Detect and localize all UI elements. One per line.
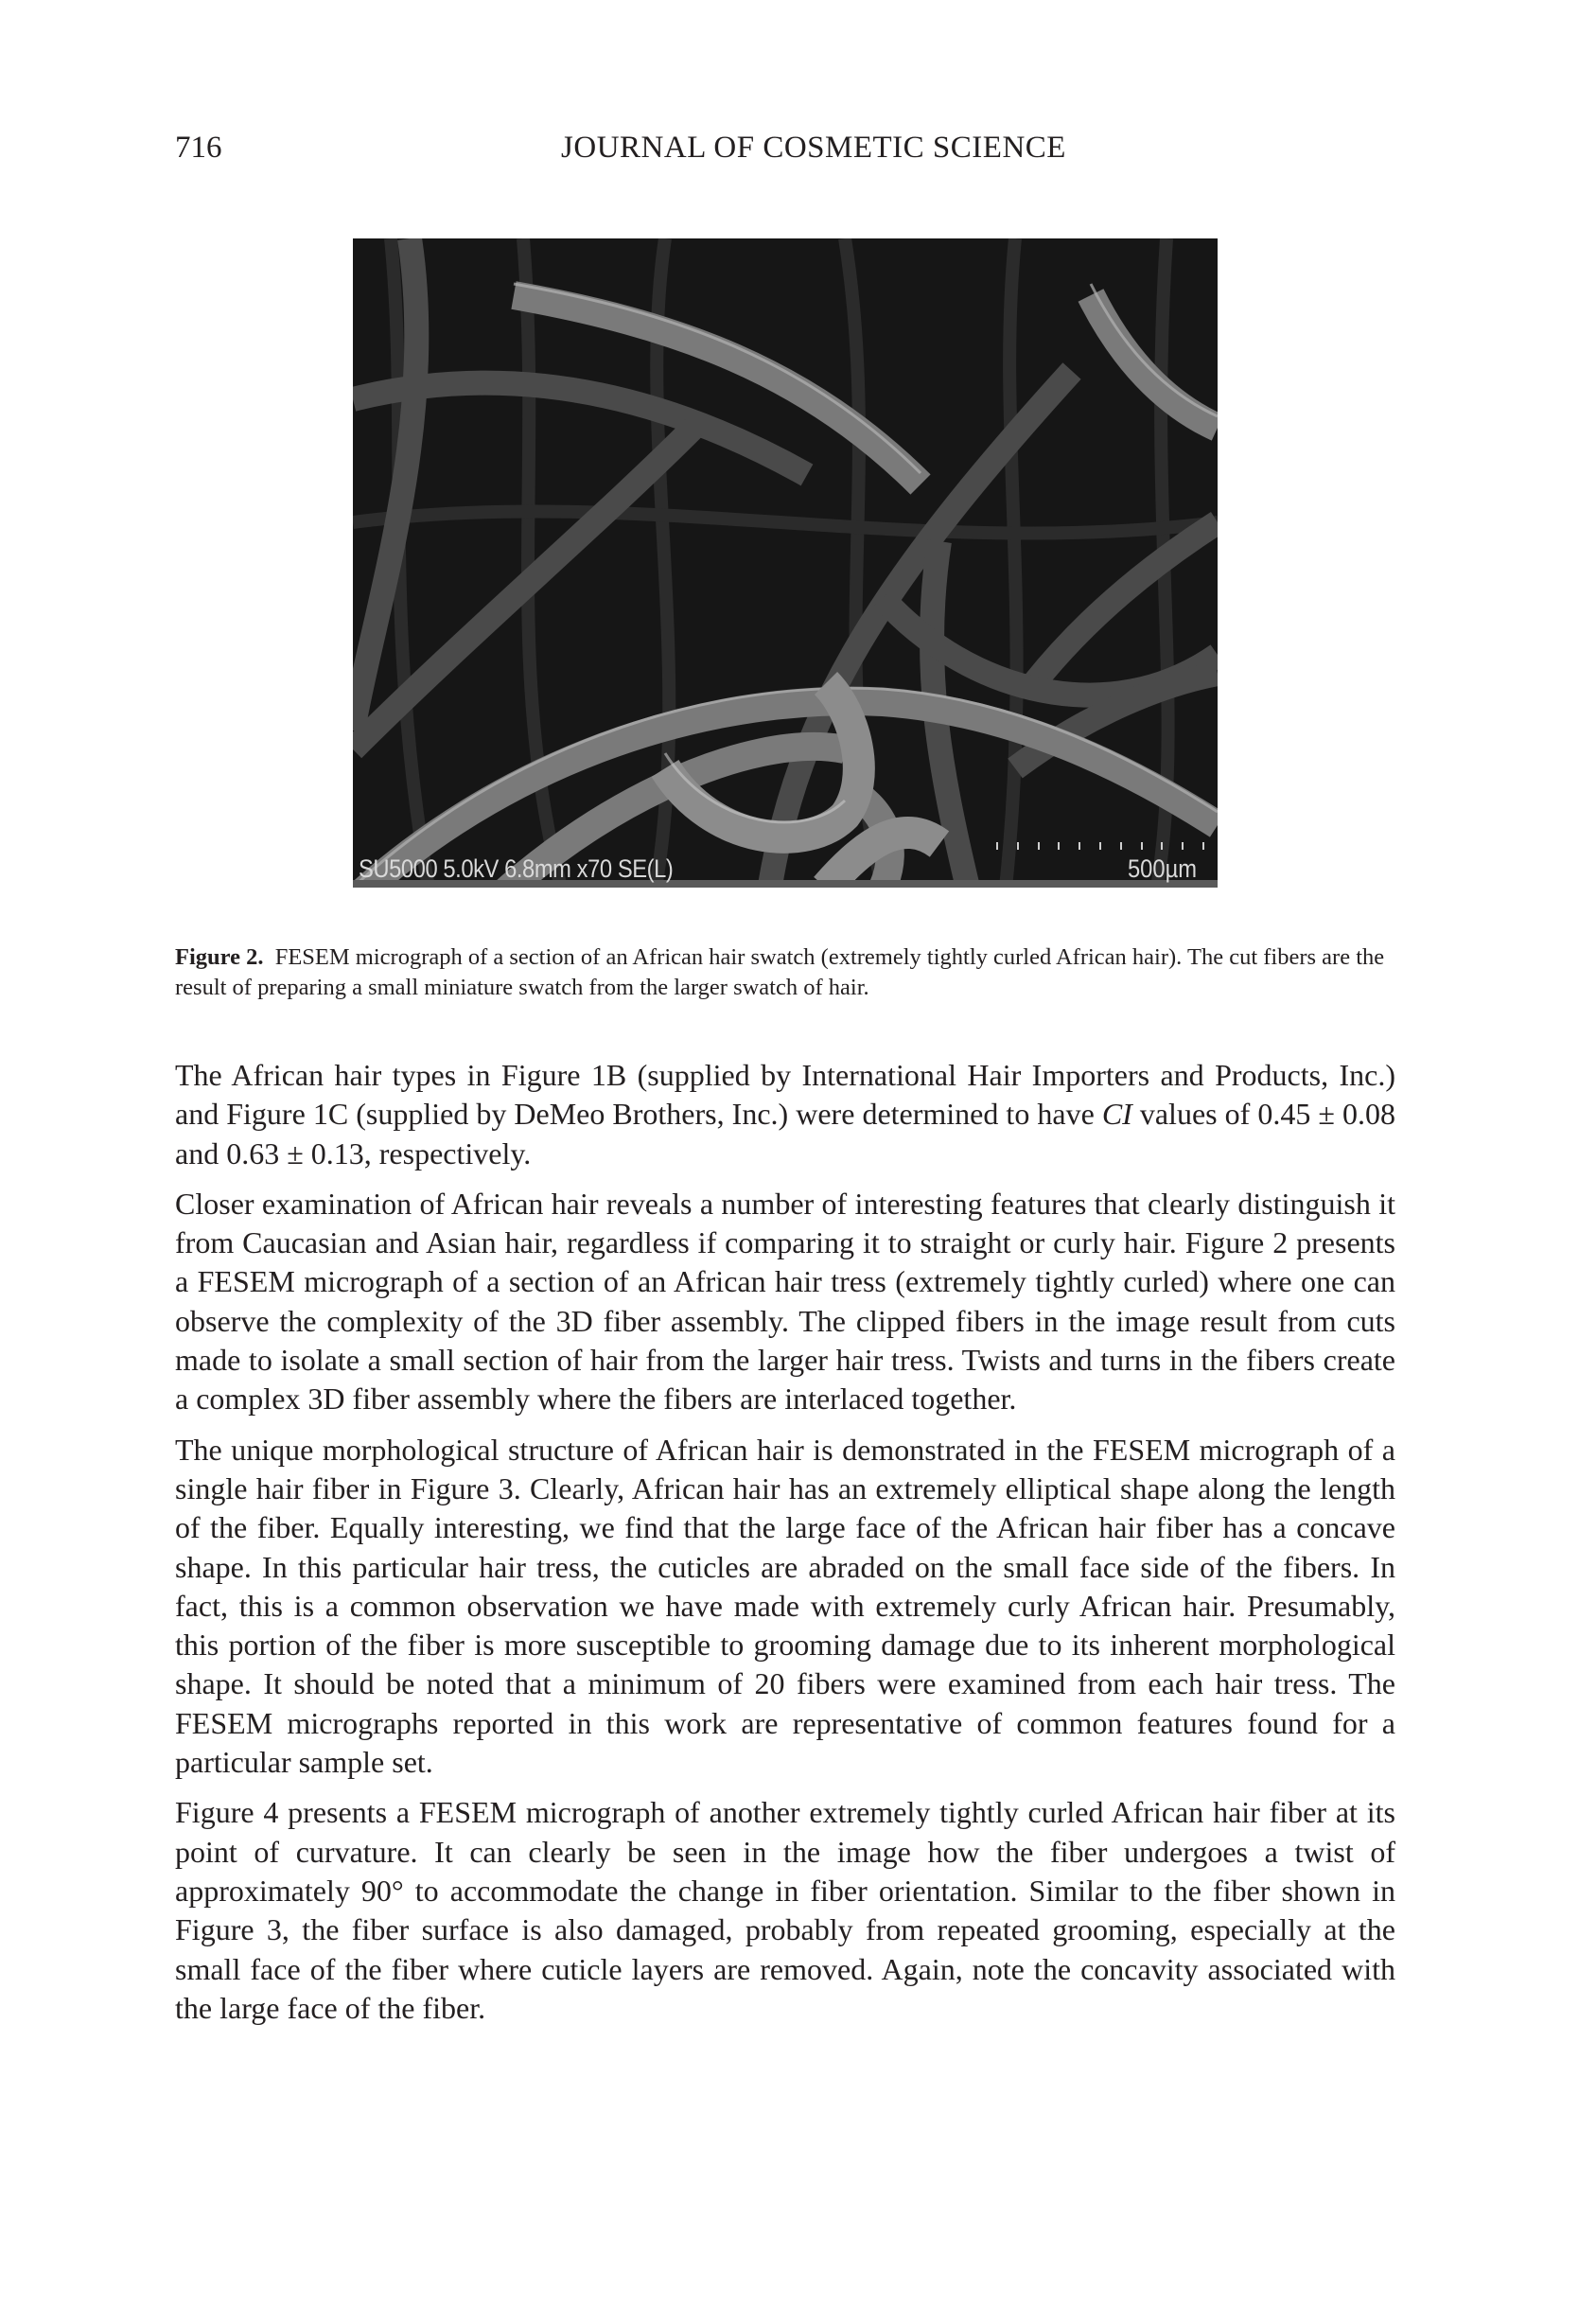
- figure-caption-label: Figure 2.: [175, 944, 264, 970]
- paragraph-3: The unique morphological structure of African hair is demonstrated in the FESEM micrograph of a single hair fiber in Figure 3. Clearly, African hair has an extremely elliptical shape along the length of the fiber. Equally interesting, we find that the large face of the African hair fiber has a concave shape. In this particular hair tress, the cuticles are abraded on the small face side of the fibers. In fact, this is a common observation we have made with extremely curly African hair. Presumably, this portion of the fiber is more susceptible to grooming damage due to its inherent morphological shape. It should be noted that a minimum of 20 fibers were examined from each hair tress. The FESEM micrographs reported in this work are representative of common features found for a particular sample set.: [175, 1432, 1395, 1780]
- scale-bar-label: 500µm: [1127, 854, 1197, 883]
- scale-tick: [1202, 842, 1204, 850]
- paragraph-1-tail: values of 0.45 ± 0.08 and 0.63 ± 0.13, respectively.: [175, 1097, 1396, 1171]
- scale-bar: [996, 842, 1204, 850]
- scale-tick: [1141, 842, 1143, 850]
- scale-tick: [1120, 842, 1122, 850]
- journal-title: JOURNAL OF COSMETIC SCIENCE: [561, 131, 1066, 165]
- running-header: [175, 127, 1395, 168]
- figure-caption: [175, 942, 1395, 1003]
- figure-caption-text: FESEM micrograph of a section of an African hair swatch (extremely tightly curled African hair). The cut fibers are the result of preparing a small miniature swatch from the larger swatch of hair.: [175, 944, 1385, 1000]
- body-text: [175, 1056, 1395, 2039]
- hair-fibers-illustration: [353, 238, 1218, 888]
- scale-tick: [1017, 842, 1019, 850]
- instrument-info-label: SU5000 5.0kV 6.8mm x70 SE(L): [359, 854, 674, 883]
- scale-tick: [1038, 842, 1040, 850]
- fesem-micrograph: [353, 238, 1218, 888]
- paragraph-2: Closer examination of African hair reveals a number of interesting features that clearly distinguish it from Caucasian and Asian hair, regardless if comparing it to straight or curly hair. Figure 2 presents a FESEM micrograph of a section of an African hair tress (extremely tightly curled) where one can observe the complexity of the 3D fiber assembly. The clipped fibers in the image result from cuts made to isolate a small section of hair from the larger hair tress. Twists and turns in the fibers create a complex 3D fiber assembly where the fibers are interlaced together.: [175, 1186, 1395, 1417]
- scale-tick: [1182, 842, 1184, 850]
- scale-tick: [1079, 842, 1080, 850]
- paragraph-4: Figure 4 presents a FESEM micrograph of another extremely tightly curled African hair fiber at its point of curvature. It can clearly be seen in the image how the fiber undergoes a twist of approximately 90° to accommodate the change in fiber orientation. Similar to the fiber shown in Figure 3, the fiber surface is also damaged, probably from repeated grooming, especially at the small face of the fiber where cuticle layers are removed. Again, note the concavity associated with the large face of the fiber.: [175, 1795, 1395, 2025]
- scale-tick: [1161, 842, 1163, 850]
- paragraph-1-lead: The African hair types in Figure 1B (supplied by International Hair Importers and Products, Inc.) and Figure 1C (supplied by DeMeo Brothers, Inc.) were determined to have: [175, 1058, 1395, 1132]
- paragraph-1: [175, 1056, 1395, 1173]
- scale-tick: [1099, 842, 1101, 850]
- scale-tick: [996, 842, 998, 850]
- scale-tick: [1058, 842, 1060, 850]
- page-number: 716: [175, 131, 222, 165]
- ci-symbol: CI: [1101, 1097, 1132, 1132]
